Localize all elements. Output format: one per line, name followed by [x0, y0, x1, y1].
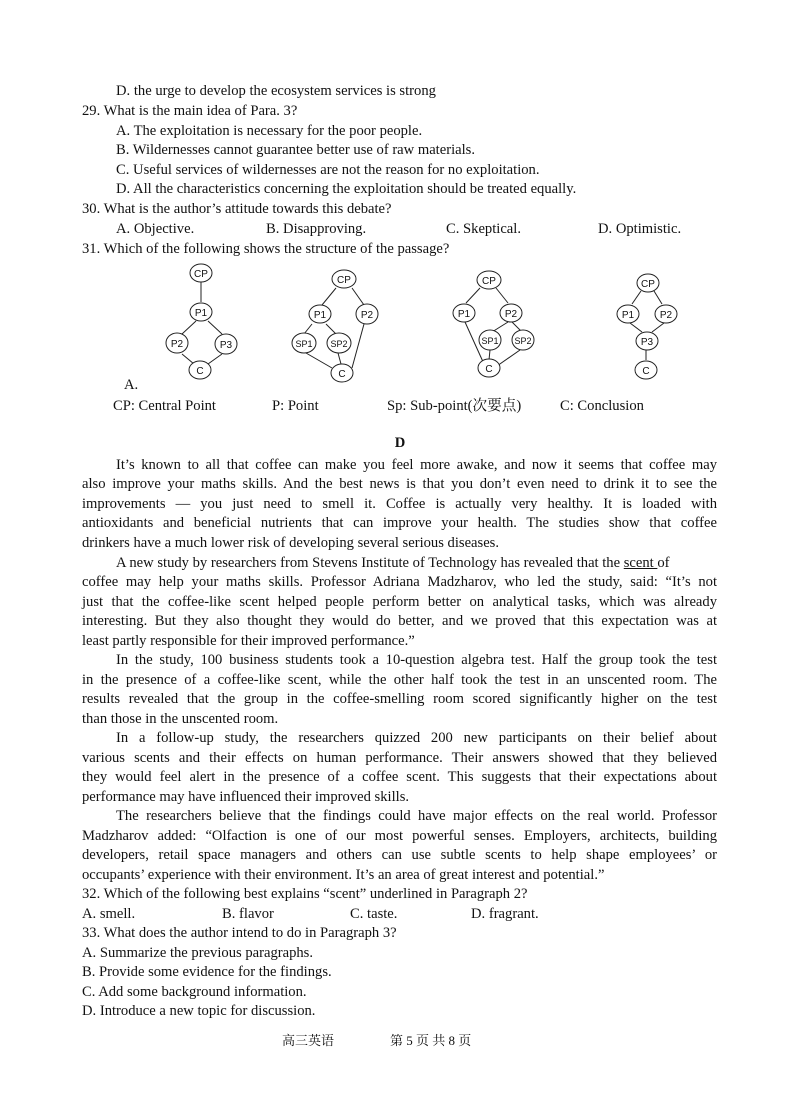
q31-option-a-label: A.: [124, 377, 139, 393]
p1-line: It’s known to all that coffee can make you feel more awake, and now it seems that coffee may: [116, 457, 717, 473]
p3-line: than those in the unscented room.: [82, 711, 279, 727]
p2-line: just that the coffee-like scent helped people perform better on analytical tasks, which was already: [82, 594, 717, 610]
q30-option-d: D. Optimistic.: [598, 221, 682, 237]
footer-subject: 高三英语: [282, 1033, 335, 1048]
p5-line: occupants’ experience with their environment. It’s an area of great interest and potential.”: [82, 867, 605, 883]
p4-line: they would feel alert in the presence of a coffee scent. This suggests that their expectations about: [82, 769, 717, 785]
q33-stem: 33. What does the author intend to do in Paragraph 3?: [82, 925, 397, 941]
p2-text: of: [657, 555, 670, 571]
q29-option-a: A. The exploitation is necessary for the poor people.: [116, 123, 423, 139]
underlined-scent: scent: [623, 555, 658, 571]
p2-line: coffee may help your maths skills. Professor Adriana Madzharov, who led the study, said: “It’s not: [82, 574, 717, 590]
p1-line: antioxidants and beneficial nutrients that can improve your health. The studies show that coffee: [82, 515, 717, 531]
node-label: SP2: [330, 339, 348, 349]
p2-first-line: [116, 554, 670, 574]
p4-line: performance may have influenced their improved skills.: [82, 789, 410, 805]
q32-stem: 32. Which of the following best explains “scent” underlined in Paragraph 2?: [82, 886, 528, 902]
q32-option-d: D. fragrant.: [471, 906, 539, 922]
q30-option-b: B. Disapproving.: [266, 221, 367, 237]
node-label: CP: [482, 276, 496, 287]
q30-option-a: A. Objective.: [116, 221, 195, 237]
node-label: P3: [219, 340, 233, 351]
p3-line: results revealed that the group in the coffee-smelling room scored significantly higher on the test: [82, 691, 717, 707]
q32-option-b: B. flavor: [222, 906, 274, 922]
p5-line: The researchers believe that the findings could have major effects on the real world. Professor: [116, 808, 717, 824]
q33-option-c: C. Add some background information.: [82, 984, 307, 1000]
legend-conclusion: C: Conclusion: [560, 398, 644, 414]
p1-line: improvements — you just need to smell it. Coffee is actually very healthy. It is loaded with: [82, 496, 717, 512]
q33-option-d: D. Introduce a new topic for discussion.: [82, 1003, 316, 1019]
p5-line: Madzharov added: “Olfaction is one of our most powerful senses. Employers, architects, building: [82, 828, 717, 844]
node-label: P1: [621, 310, 635, 321]
node-label: P3: [640, 337, 654, 348]
node-label: P2: [170, 339, 184, 350]
p2-line: least partly responsible for their improved performance.”: [82, 633, 415, 649]
node-label: C: [196, 366, 204, 377]
node-label: C: [485, 364, 493, 375]
footer-page-number: 第 5 页 共 8 页: [390, 1033, 472, 1048]
q29-option-b: B. Wildernesses cannot guarantee better use of raw materials.: [116, 142, 475, 158]
q30-stem: 30. What is the author’s attitude towards this debate?: [82, 201, 392, 217]
node-label: P1: [194, 308, 208, 319]
q31-stem: 31. Which of the following shows the structure of the passage?: [82, 241, 450, 257]
q32-option-c: C. taste.: [350, 906, 398, 922]
q32-option-a: A. smell.: [82, 906, 136, 922]
legend-sub-point: Sp: Sub-point(次要点): [387, 398, 522, 414]
node-label: C: [642, 366, 650, 377]
q33-option-a: A. Summarize the previous paragraphs.: [82, 945, 313, 961]
node-label: SP2: [514, 336, 532, 346]
node-label: CP: [337, 275, 351, 286]
node-label: P2: [659, 310, 673, 321]
p2-text: A new study by researchers from Stevens Institute of Technology has revealed that the: [116, 555, 624, 571]
legend-central-point: CP: Central Point: [113, 398, 216, 414]
node-label: SP1: [481, 336, 499, 346]
node-label: P2: [360, 310, 374, 321]
p3-line: In the study, 100 business students took a 10-question algebra test. Half the group took the test: [116, 652, 717, 668]
node-label: CP: [641, 279, 655, 290]
section-title: D: [394, 435, 406, 451]
legend-point: P: Point: [272, 398, 319, 414]
p4-line: various scents and their effects on human performance. Their answers showed that they believed: [82, 750, 717, 766]
node-label: CP: [194, 269, 208, 280]
p1-line: also improve your maths skills. And the best news is that you don’t even need to drink it to see the: [82, 476, 717, 492]
p3-line: in the presence of a coffee-like scent, while the other half took the test in an unscented room. The: [82, 672, 717, 688]
q33-option-b: B. Provide some evidence for the findings.: [82, 964, 332, 980]
p1-line: drinkers have a much lower risk of developing several serious diseases.: [82, 535, 500, 551]
q29-option-d: D. All the characteristics concerning the exploitation should be treated equally.: [116, 181, 577, 197]
q28-option-d: D. the urge to develop the ecosystem services is strong: [116, 83, 436, 99]
p2-line: interesting. But they also thought they would do better, and we proved that this expectation was at: [82, 613, 717, 629]
q29-option-c: C. Useful services of wildernesses are not the reason for no exploitation.: [116, 162, 540, 178]
node-label: P1: [313, 310, 327, 321]
q31-structure-diagrams: [0, 258, 800, 398]
node-label: SP1: [295, 339, 313, 349]
node-label: C: [338, 369, 346, 380]
p5-line: developers, retail space managers and others can use subtle scents to help shape employees’ or: [82, 847, 717, 863]
node-label: P1: [457, 309, 471, 320]
node-label: P2: [504, 309, 518, 320]
p4-line: In a follow-up study, the researchers quizzed 200 new participants on their belief about: [116, 730, 717, 746]
q30-option-c: C. Skeptical.: [446, 221, 521, 237]
q29-stem: 29. What is the main idea of Para. 3?: [82, 103, 298, 119]
